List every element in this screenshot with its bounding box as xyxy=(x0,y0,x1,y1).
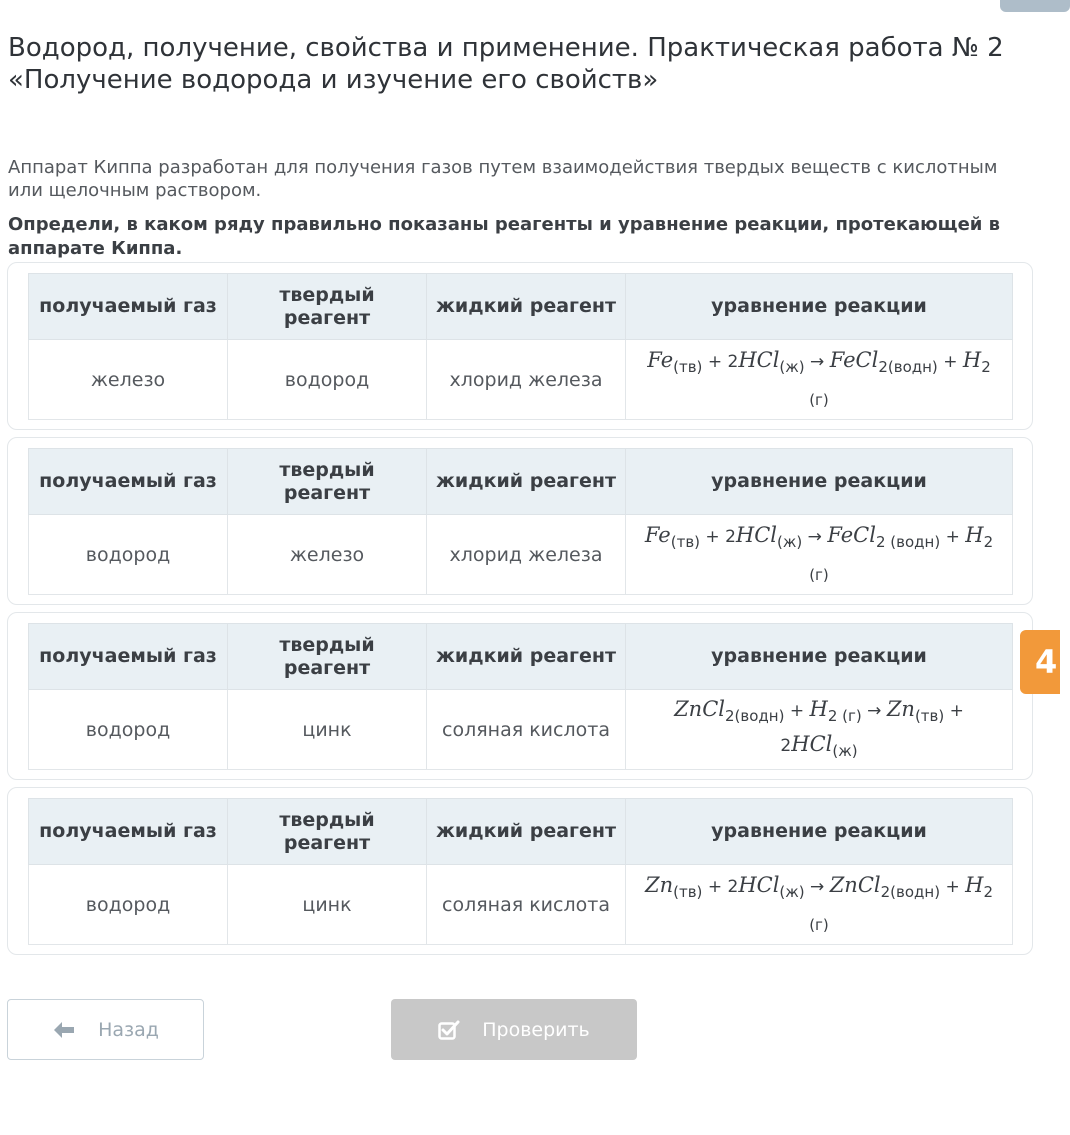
eq-plus: + xyxy=(702,351,728,372)
check-button[interactable] xyxy=(391,999,637,1060)
header-solid-reagent: твердый реагент xyxy=(228,449,427,515)
eq-coefficient: 2 xyxy=(727,351,739,372)
header-equation: уравнение реакции xyxy=(626,799,1013,865)
side-badge-glyph: 4 xyxy=(1035,643,1058,681)
header-gas: получаемый газ xyxy=(29,274,228,340)
header-solid-reagent: твердый реагент xyxy=(228,274,427,340)
header-gas: получаемый газ xyxy=(29,449,228,515)
eq-term: HCl xyxy=(738,872,780,897)
eq-term: H xyxy=(809,696,828,721)
eq-term: H xyxy=(965,522,984,547)
eq-term: HCl xyxy=(791,731,833,756)
eq-arrow: → xyxy=(802,526,828,547)
eq-coefficient: 2 xyxy=(725,526,736,547)
eq-term: Fe xyxy=(644,522,671,547)
eq-term: Zn xyxy=(886,696,915,721)
cell-gas: водород xyxy=(29,865,228,945)
check-button-label: Проверить xyxy=(482,1018,590,1041)
option-table xyxy=(28,623,1013,770)
eq-subscript: 2 (г) xyxy=(827,706,862,725)
cell-solid-reagent: железо xyxy=(228,515,427,595)
answer-option-3[interactable] xyxy=(7,612,1033,780)
eq-term: HCl xyxy=(735,522,778,547)
header-solid-reagent: твердый реагент xyxy=(228,624,427,690)
eq-term: Zn xyxy=(645,872,674,897)
option-table xyxy=(28,448,1013,595)
header-equation: уравнение реакции xyxy=(626,449,1013,515)
header-gas: получаемый газ xyxy=(29,799,228,865)
eq-subscript: 2 xyxy=(983,532,994,551)
eq-coefficient: 2 xyxy=(780,735,792,756)
eq-term: H xyxy=(962,347,982,372)
header-gas: получаемый газ xyxy=(29,624,228,690)
side-progress-badge[interactable] xyxy=(1020,630,1060,694)
eq-arrow: → xyxy=(804,876,830,897)
task-intro: Аппарат Киппа разработан для получения газов путем взаимодействия твердых веществ с кислотным или щелочным раствором. xyxy=(8,157,998,201)
answer-option-4[interactable] xyxy=(7,787,1033,955)
eq-plus: + xyxy=(702,876,728,897)
cell-liquid-reagent: хлорид железа xyxy=(427,340,626,420)
option-table xyxy=(28,273,1013,420)
eq-subscript: 2(водн) xyxy=(880,882,941,901)
eq-subscript: 2 xyxy=(983,882,993,901)
eq-subscript: (тв) xyxy=(914,706,945,725)
eq-subscript: 2(водн) xyxy=(878,357,938,376)
back-button[interactable] xyxy=(7,999,204,1060)
header-solid-reagent: твердый реагент xyxy=(228,799,427,865)
eq-term: HCl xyxy=(738,347,780,372)
arrow-left-icon xyxy=(52,1020,76,1040)
cell-equation xyxy=(626,340,1013,420)
eq-plus: + xyxy=(700,526,726,547)
checkbox-check-icon xyxy=(438,1020,460,1040)
eq-term: ZnCl xyxy=(829,872,881,897)
eq-plus: + xyxy=(937,351,963,372)
cell-liquid-reagent: соляная кислота xyxy=(427,690,626,770)
answer-option-2[interactable] xyxy=(7,437,1033,605)
header-liquid-reagent: жидкий реагент xyxy=(427,799,626,865)
eq-term: ZnCl xyxy=(674,696,725,721)
eq-subscript: 2 xyxy=(981,357,991,376)
cell-equation xyxy=(626,515,1013,595)
eq-subscript: (тв) xyxy=(673,357,703,376)
cell-gas: водород xyxy=(29,515,228,595)
cell-solid-reagent: цинк xyxy=(228,865,427,945)
eq-arrow: → xyxy=(861,700,887,721)
header-equation: уравнение реакции xyxy=(626,624,1013,690)
cell-liquid-reagent: хлорид железа xyxy=(427,515,626,595)
answer-option-1[interactable] xyxy=(7,262,1033,430)
cell-gas: водород xyxy=(29,690,228,770)
cell-solid-reagent: цинк xyxy=(228,690,427,770)
eq-term: Fe xyxy=(647,347,674,372)
task-question: Определи, в каком ряду правильно показаны реагенты и уравнение реакции, протекающей в аппарате Киппа. xyxy=(8,214,1001,259)
cell-solid-reagent: водород xyxy=(228,340,427,420)
eq-plus: + xyxy=(944,700,964,721)
corner-tab[interactable] xyxy=(1000,0,1070,12)
header-liquid-reagent: жидкий реагент xyxy=(427,274,626,340)
page-title: Водород, получение, свойства и применение. Практическая работа № 2 «Получение водорода и изучение его свойств» xyxy=(8,33,1004,95)
eq-plus: + xyxy=(784,700,810,721)
eq-term: FeCl xyxy=(827,522,876,547)
eq-subscript: (ж) xyxy=(779,357,805,376)
eq-subscript: (тв) xyxy=(670,532,701,551)
eq-plus: + xyxy=(940,876,966,897)
eq-term: H xyxy=(965,872,984,897)
eq-subscript: (тв) xyxy=(673,882,703,901)
eq-plus: + xyxy=(940,526,966,547)
eq-subscript: 2 (водн) xyxy=(875,532,941,551)
eq-subscript: (г) xyxy=(809,915,829,934)
header-liquid-reagent: жидкий реагент xyxy=(427,449,626,515)
eq-arrow: → xyxy=(804,351,830,372)
cell-liquid-reagent: соляная кислота xyxy=(427,865,626,945)
eq-subscript: (ж) xyxy=(779,882,805,901)
header-equation: уравнение реакции xyxy=(626,274,1013,340)
eq-subscript: (г) xyxy=(809,565,829,584)
eq-term: FeCl xyxy=(829,347,879,372)
eq-coefficient: 2 xyxy=(727,876,739,897)
eq-subscript: 2(водн) xyxy=(725,706,785,725)
header-liquid-reagent: жидкий реагент xyxy=(427,624,626,690)
cell-gas: железо xyxy=(29,340,228,420)
eq-subscript: (ж) xyxy=(832,741,858,760)
option-table xyxy=(28,798,1013,945)
cell-equation xyxy=(626,690,1013,770)
cell-equation xyxy=(626,865,1013,945)
back-button-label: Назад xyxy=(98,1018,159,1041)
eq-subscript: (г) xyxy=(809,390,829,409)
eq-subscript: (ж) xyxy=(777,532,803,551)
